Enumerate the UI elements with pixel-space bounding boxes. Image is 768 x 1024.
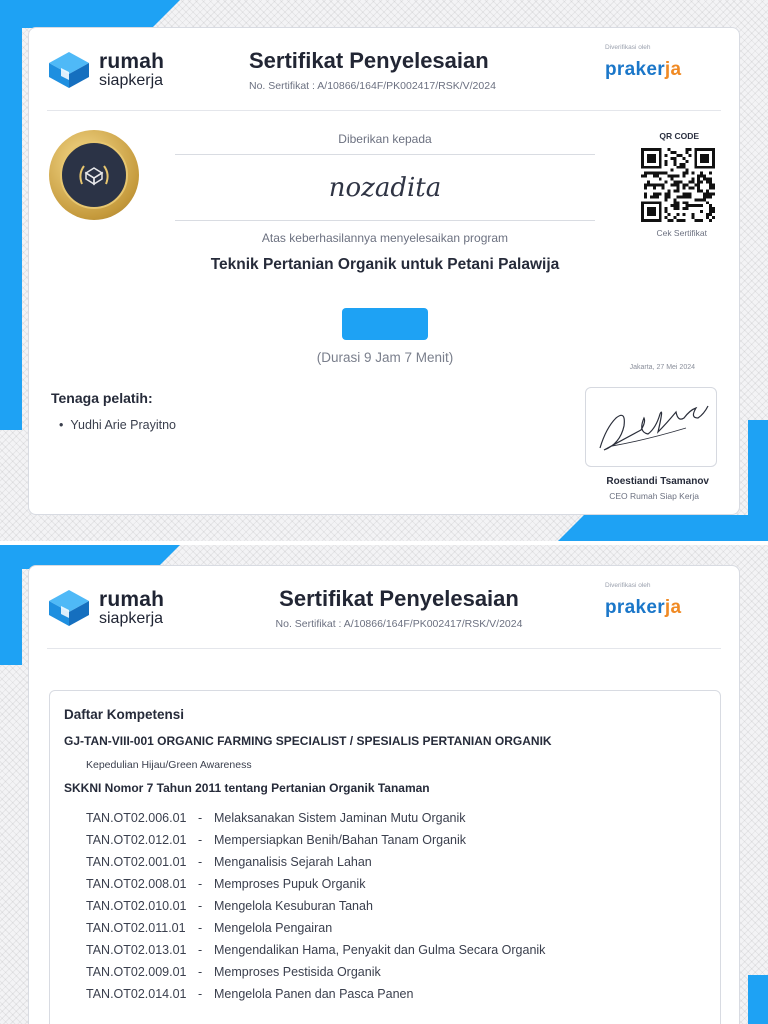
brand-name-bold: rumah (99, 50, 165, 73)
given-to-label: Diberikan kepada (338, 132, 432, 146)
competency-sub: Kepedulian Hijau/Green Awareness (86, 759, 252, 771)
check-certificate-link[interactable]: Cek Sertifikat (656, 228, 707, 238)
name-rule-bottom (175, 220, 595, 221)
skkni-title: SKKNI Nomor 7 Tahun 2011 tentang Pertanian Organik Tanaman (64, 781, 430, 795)
laurel-house-icon (74, 160, 114, 190)
list-item: TAN.OT02.009.01 - Memproses Pestisida Organik (86, 965, 381, 979)
rumah-siapkerja-logo (47, 50, 164, 90)
blue-accent-top (0, 0, 180, 28)
redacted-block (342, 308, 428, 340)
list-item: TAN.OT02.001.01 - Menganalisis Sejarah Lahan (86, 855, 372, 869)
list-item: TAN.OT02.014.01 - Mengelola Panen dan Pasca Panen (86, 987, 414, 1001)
list-item: TAN.OT02.011.01 - Mengelola Pengairan (86, 921, 333, 935)
verifier-block (605, 44, 715, 81)
program-title: Teknik Pertanian Organik untuk Petani Palawija (210, 256, 560, 273)
certificate-card (28, 27, 740, 515)
rumah-siapkerja-logo (47, 588, 164, 628)
achievement-text: Atas keberhasilannya menyelesaikan program (261, 231, 509, 245)
verifier-block (605, 582, 715, 619)
competency-code: GJ-TAN-VIII-001 ORGANIC FARMING SPECIALIST / SPESIALIS PERTANIAN ORGANIK (64, 734, 552, 748)
competency-heading: Daftar Kompetensi (64, 707, 185, 722)
header-divider (47, 648, 721, 649)
signature-image (586, 388, 716, 466)
blue-accent-bottom (558, 515, 768, 541)
certificate-title: Sertifikat Penyelesaian (279, 586, 519, 611)
medal-badge (49, 130, 139, 220)
prakerja-logo: prakerja (605, 597, 682, 618)
verified-label: Diverifikasi oleh (605, 44, 651, 51)
signer-role: CEO Rumah Siap Kerja (609, 491, 699, 501)
name-rule-top (175, 154, 595, 155)
list-item: TAN.OT02.010.01 - Mengelola Kesuburan Tanah (86, 899, 373, 913)
certificate-title: Sertifikat Penyelesaian (249, 48, 489, 73)
place-date: Jakarta, 27 Mei 2024 (629, 364, 695, 371)
trainer-heading: Tenaga pelatih: (51, 390, 153, 406)
brand-name-bold: rumah (99, 588, 165, 611)
blue-accent-left (0, 545, 22, 665)
certificate-number: No. Sertifikat : A/10866/164F/PK002417/RSK/V/2024 (249, 80, 496, 92)
certificate-number: No. Sertifikat : A/10866/164F/PK002417/RSK/V/2024 (275, 618, 523, 630)
trainer-item: • Yudhi Arie Prayitno (59, 418, 176, 432)
competency-box (49, 690, 721, 1024)
house-cube-icon (47, 50, 91, 90)
blue-accent-right (748, 975, 768, 1024)
verified-label: Diverifikasi oleh (605, 582, 651, 589)
prakerja-logo: prakerja (605, 59, 682, 80)
house-cube-icon (47, 588, 91, 628)
list-item: TAN.OT02.013.01 - Mengendalikan Hama, Penyakit dan Gulma Secara Organik (86, 943, 546, 957)
header-divider (47, 110, 721, 111)
signature-box (585, 387, 717, 467)
list-item: TAN.OT02.012.01 - Mempersiapkan Benih/Bahan Tanam Organik (86, 833, 466, 847)
qr-code-icon[interactable] (641, 148, 715, 222)
certificate-page-2 (0, 545, 768, 1024)
list-item: TAN.OT02.006.01 - Melaksanakan Sistem Jaminan Mutu Organik (86, 811, 466, 825)
recipient-name: nozadita (328, 173, 442, 203)
unit-list (86, 807, 545, 1005)
blue-accent-left (0, 0, 22, 430)
signer-name: Roestiandi Tsamanov (606, 476, 709, 487)
brand-name-light: siapkerja (99, 72, 164, 89)
duration-text: (Durasi 9 Jam 7 Menit) (316, 350, 454, 365)
list-item: TAN.OT02.008.01 - Memproses Pupuk Organik (86, 877, 366, 891)
qr-label: QR CODE (659, 131, 699, 141)
certificate-card (28, 565, 740, 1024)
brand-name-light: siapkerja (99, 610, 164, 627)
